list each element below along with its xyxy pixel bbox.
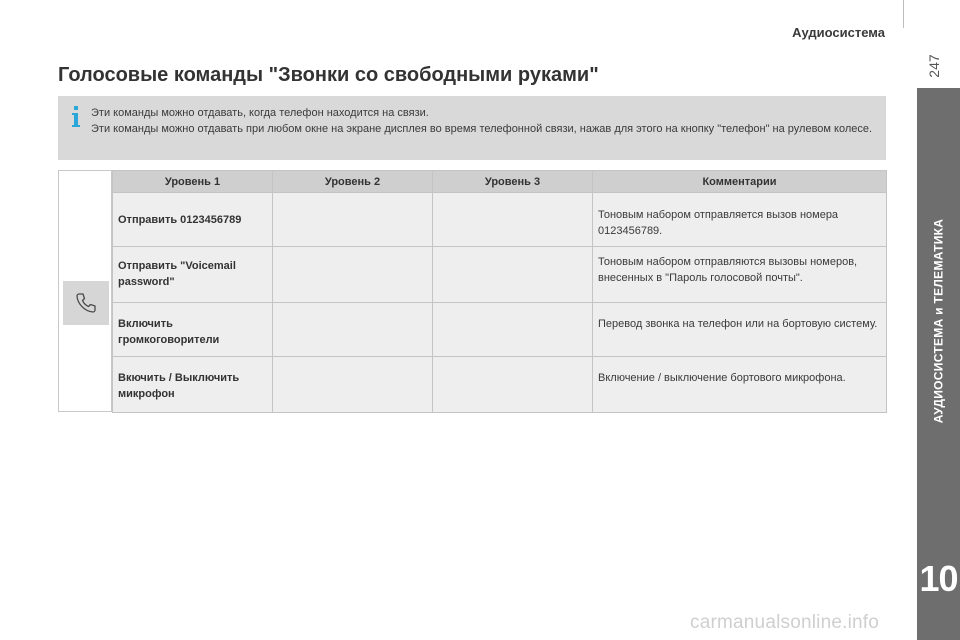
header-divider bbox=[903, 0, 904, 28]
comment-cell: Тоновым набором отправляются вызовы номеров, внесенных в "Пароль голосовой почты". bbox=[593, 247, 887, 303]
table-row bbox=[113, 357, 887, 413]
level2-cell bbox=[273, 357, 433, 413]
phone-icon-box bbox=[63, 281, 109, 325]
level2-cell bbox=[273, 193, 433, 247]
table-row bbox=[113, 247, 887, 303]
chapter-number: 10 bbox=[919, 558, 958, 599]
level3-cell bbox=[433, 247, 593, 303]
voice-commands-table bbox=[58, 170, 886, 412]
page-title: Голосовые команды "Звонки со свободными руками" bbox=[58, 64, 599, 86]
info-line: Эти команды можно отдавать при любом окне на экране дисплея во время телефонной связи, нажав для этого на кнопку "телефон" на рулевом колесе. bbox=[91, 123, 873, 135]
chapter-tab-label-wrap bbox=[917, 86, 960, 556]
info-text bbox=[91, 105, 881, 137]
table-header-row bbox=[113, 171, 887, 193]
level3-cell bbox=[433, 193, 593, 247]
comment-cell: Тоновым набором отправляется вызов номера 0123456789. bbox=[593, 193, 887, 247]
chapter-tab-label: АУДИОСИСТЕМА и ТЕЛЕМАТИКА bbox=[931, 218, 946, 424]
level3-cell bbox=[433, 303, 593, 357]
watermark: carmanualsonline.info bbox=[690, 612, 880, 633]
column-header-comments: Комментарии bbox=[593, 171, 887, 193]
commands-grid bbox=[112, 170, 887, 413]
comment-cell: Включение / выключение бортового микрофона. bbox=[593, 357, 887, 413]
level2-cell bbox=[273, 303, 433, 357]
level1-cell: Вкючить / Выключить микрофон bbox=[113, 357, 273, 413]
info-line: Эти команды можно отдавать, когда телефон находится на связи. bbox=[91, 107, 429, 119]
phone-icon bbox=[75, 292, 97, 314]
table-row bbox=[113, 193, 887, 247]
level1-cell: Отправить 0123456789 bbox=[113, 193, 273, 247]
phone-column bbox=[58, 170, 112, 412]
page-number: 247 bbox=[926, 54, 942, 78]
section-title: Аудиосистема bbox=[792, 25, 885, 40]
table-row bbox=[113, 303, 887, 357]
info-box bbox=[58, 96, 886, 160]
level1-cell: Отправить "Voicemail password" bbox=[113, 247, 273, 303]
column-header-level3: Уровень 3 bbox=[433, 171, 593, 193]
level2-cell bbox=[273, 247, 433, 303]
comment-cell: Перевод звонка на телефон или на бортовую систему. bbox=[593, 303, 887, 357]
info-icon bbox=[70, 105, 82, 129]
column-header-level1: Уровень 1 bbox=[113, 171, 273, 193]
level1-cell: Включить громкоговорители bbox=[113, 303, 273, 357]
column-header-level2: Уровень 2 bbox=[273, 171, 433, 193]
level3-cell bbox=[433, 357, 593, 413]
